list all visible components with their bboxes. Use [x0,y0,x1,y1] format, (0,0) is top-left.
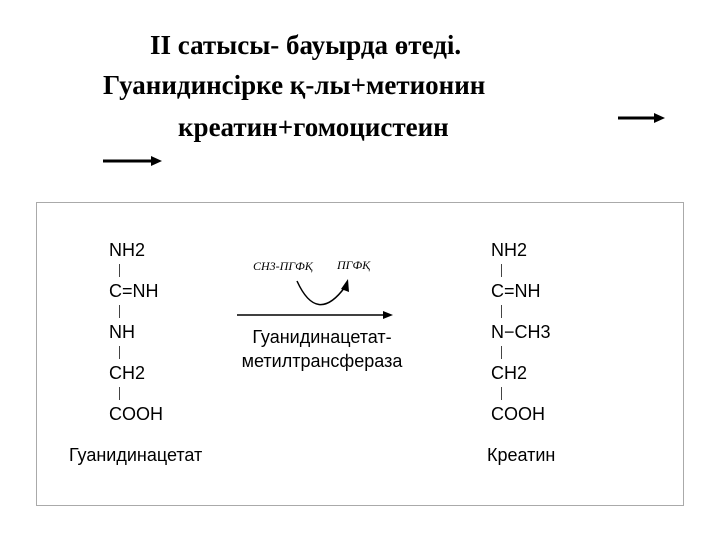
cofactor-out-label: ПГФҚ [337,258,371,272]
product-name: Креатин [487,445,556,465]
group-nh: NH [109,322,135,342]
cofactor-in-label: CH3-ПГФҚ [253,259,313,273]
enzyme-line-1: Гуанидинацетат- [252,327,392,347]
reaction-diagram [36,202,684,506]
bond [491,261,551,280]
bond [491,343,551,362]
enzyme-line-2: метилтрансфераза [241,351,403,371]
group-c-nh: C=NH [491,281,541,301]
group-ch2: CH2 [109,363,146,383]
bond [109,343,163,362]
group-cooh: COOH [491,404,545,424]
substrate-name: Гуанидинацетат [69,445,203,465]
group-cooh: COOH [109,404,163,424]
creatine-structure [491,239,551,425]
title-line-1: II сатысы- бауырда өтеді. [150,30,462,60]
title-arrow-continuation-icon [103,154,163,168]
bond [109,302,163,321]
reaction-arrow-icon [227,273,417,323]
title-line-2: Гуанидинсірке қ-лы+метионин [103,70,486,100]
enzyme-label [237,325,407,373]
title-line-3: креатин+гомоцистеин [178,112,449,142]
group-ch2: CH2 [491,363,528,383]
guanidinoacetate-structure [109,239,163,425]
bond [491,384,551,403]
group-nh2: NH2 [491,240,528,260]
group-n-ch3: N−CH3 [491,322,551,342]
title-arrow-right-icon [618,111,666,125]
bond [109,384,163,403]
group-nh2: NH2 [109,240,146,260]
group-c-nh: C=NH [109,281,159,301]
bond [109,261,163,280]
bond [491,302,551,321]
